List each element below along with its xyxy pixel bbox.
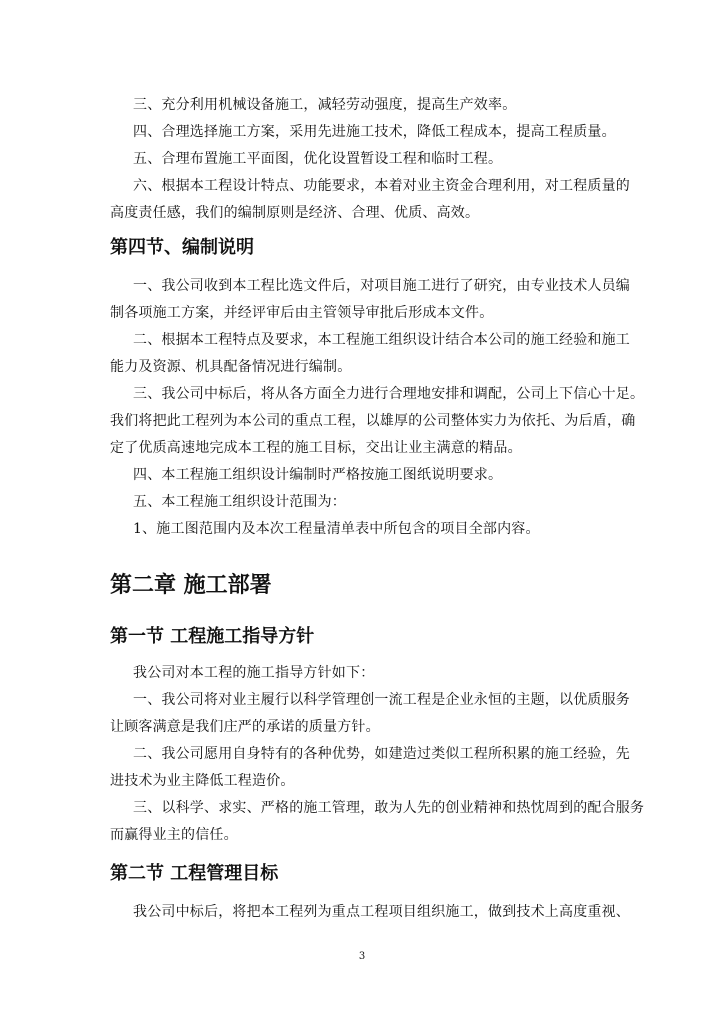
paragraph-line: 我公司中标后，将把本工程列为重点工程项目组织施工，做到技术上高度重视、	[133, 904, 630, 920]
section-heading: 第一节 工程施工指导方针	[110, 626, 315, 647]
paragraph-line: 五、本工程施工组织设计范围为：	[133, 494, 346, 510]
paragraph-line: 四、本工程施工组织设计编制时严格按施工图纸说明要求。	[133, 467, 503, 483]
paragraph-line: 1、施工图范围内及本次工程量清单表中所包含的项目全部内容。	[133, 521, 540, 537]
paragraph-line: 三、充分利用机械设备施工，减轻劳动强度，提高生产效率。	[133, 97, 517, 113]
section-heading: 第四节、编制说明	[110, 237, 254, 258]
paragraph-line: 三、我公司中标后，将从各方面全力进行合理地安排和调配，公司上下信心十足。	[133, 386, 645, 402]
paragraph-line: 四、合理选择施工方案，采用先进施工技术，降低工程成本，提高工程质量。	[133, 124, 616, 140]
page-number: 3	[358, 951, 366, 962]
paragraph-line: 一、我公司收到本工程比选文件后，对项目施工进行了研究，由专业技术人员编	[133, 278, 630, 294]
paragraph-line: 六、根据本工程设计特点、功能要求，本着对业主资金合理利用，对工程质量的	[133, 178, 630, 194]
section-heading: 第二节 工程管理目标	[110, 863, 279, 884]
paragraph-line: 我公司对本工程的施工指导方针如下：	[133, 665, 375, 681]
paragraph-line: 让顾客满意是我们庄严的承诺的质量方针。	[110, 719, 380, 735]
paragraph-line: 高度责任感，我们的编制原则是经济、合理、优质、高效。	[110, 205, 480, 221]
paragraph-line: 我们将把此工程列为本公司的重点工程，以雄厚的公司整体实力为依托、为后盾，确	[110, 413, 636, 429]
paragraph-line: 一、我公司将对业主履行以科学管理创一流工程是企业永恒的主题，以优质服务	[133, 692, 630, 708]
paragraph-line: 三、以科学、求实、严格的施工管理，敢为人先的创业精神和热忱周到的配合服务	[133, 800, 645, 816]
paragraph-line: 五、合理布置施工平面图，优化设置暂设工程和临时工程。	[133, 151, 503, 167]
paragraph-line: 二、根据本工程特点及要求，本工程施工组织设计结合本公司的施工经验和施工	[133, 332, 630, 348]
paragraph-line: 进技术为业主降低工程造价。	[110, 773, 295, 789]
paragraph-line: 制各项施工方案，并经评审后由主管领导审批后形成本文件。	[110, 305, 494, 321]
chapter-heading: 第二章 施工部署	[110, 573, 272, 598]
paragraph-line: 而赢得业主的信任。	[110, 827, 238, 843]
paragraph-line: 能力及资源、机具配备情况进行编制。	[110, 359, 352, 375]
paragraph-line: 二、我公司愿用自身特有的各种优势，如建造过类似工程所积累的施工经验，先	[133, 746, 630, 762]
paragraph-line: 定了优质高速地完成本工程的施工目标，交出让业主满意的精品。	[110, 440, 522, 456]
